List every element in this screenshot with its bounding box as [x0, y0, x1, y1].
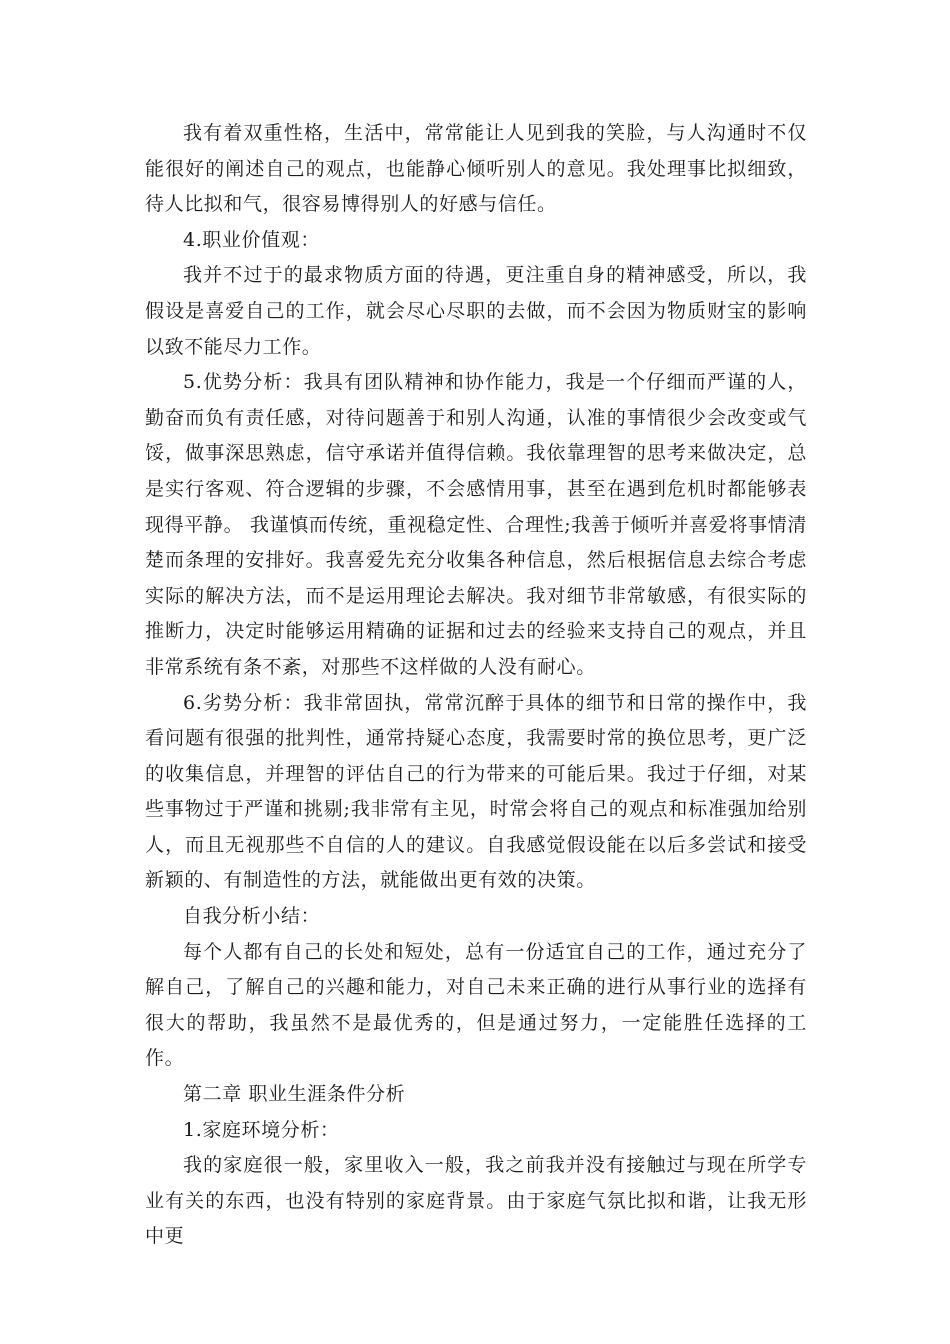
paragraph-self-analysis-summary: 每个人都有自己的长处和短处，总有一份适宜自己的工作，通过充分了解自己，了解自己的兴趣和能力，对自己未来正确的进行从事行业的选择有很大的帮助，我虽然不是最优秀的，但是通过努力，一定能胜任选择的工作。	[145, 940, 807, 1070]
paragraph-strengths: 5.优势分析：我具有团队精神和协作能力，我是一个仔细而严谨的人，勤奋而负有责任感，对待问题善于和别人沟通，认准的事情很少会改变或气馁，做事深思熟虑，信守承诺并值得信赖。我依靠理智的思考来做决定，总是实行客观、符合逻辑的步骤，不会感情用事，甚至在遇到危机时都能够表现得平静。 我谨慎而传统，重视稳定性、合理性;我善于倾听并喜爱将事情清楚而条理的安排好。我喜爱先充分收集各种信息，然后根据信息去综合考虑实际的解决方法，而不是运用理论去解决。我对细节非常敏感，有很实际的推断力，决定时能够运用精确的证据和过去的经验来支持自己的观点，并且非常系统有条不紊，对那些不这样做的人没有耐心。	[145, 371, 807, 678]
paragraph-career-values: 我并不过于的最求物质方面的待遇，更注重自身的精神感受，所以，我假设是喜爱自己的工作，就会尽心尽职的去做，而不会因为物质财宝的影响以致不能尽力工作。	[145, 264, 807, 358]
heading-self-analysis-summary: 自我分析小结：	[183, 905, 321, 928]
paragraph-family-environment: 我的家庭很一般，家里收入一般，我之前我并没有接触过与现在所学专业有关的东西，也没有特别的家庭背景。由于家庭气氛比拟和谐，让我无形中更	[145, 1154, 807, 1248]
heading-career-values: 4.职业价值观：	[183, 228, 320, 251]
chapter-two-title: 第二章 职业生涯条件分析	[183, 1083, 406, 1106]
paragraph-personality: 我有着双重性格，生活中，常常能让人见到我的笑脸，与人沟通时不仅能很好的阐述自己的观点，也能静心倾听别人的意见。我处理事比拟细致，待人比拟和气，很容易博得别人的好感与信任。	[145, 122, 807, 216]
heading-family-environment: 1.家庭环境分析：	[183, 1118, 340, 1141]
paragraph-weaknesses: 6.劣势分析：我非常固执，常常沉醉于具体的细节和日常的操作中，我看问题有很强的批判性，通常持疑心态度，我需要时常的换位思考，更广泛的收集信息，并理智的评估自己的行为带来的可能后果。我过于仔细，对某些事物过于严谨和挑剔;我非常有主见，时常会将自己的观点和标准强加给别人，而且无视那些不自信的人的建议。自我感觉假设能在以后多尝试和接受新颖的、有制造性的方法，就能做出更有效的决策。	[145, 691, 807, 892]
document-body	[145, 116, 807, 1255]
